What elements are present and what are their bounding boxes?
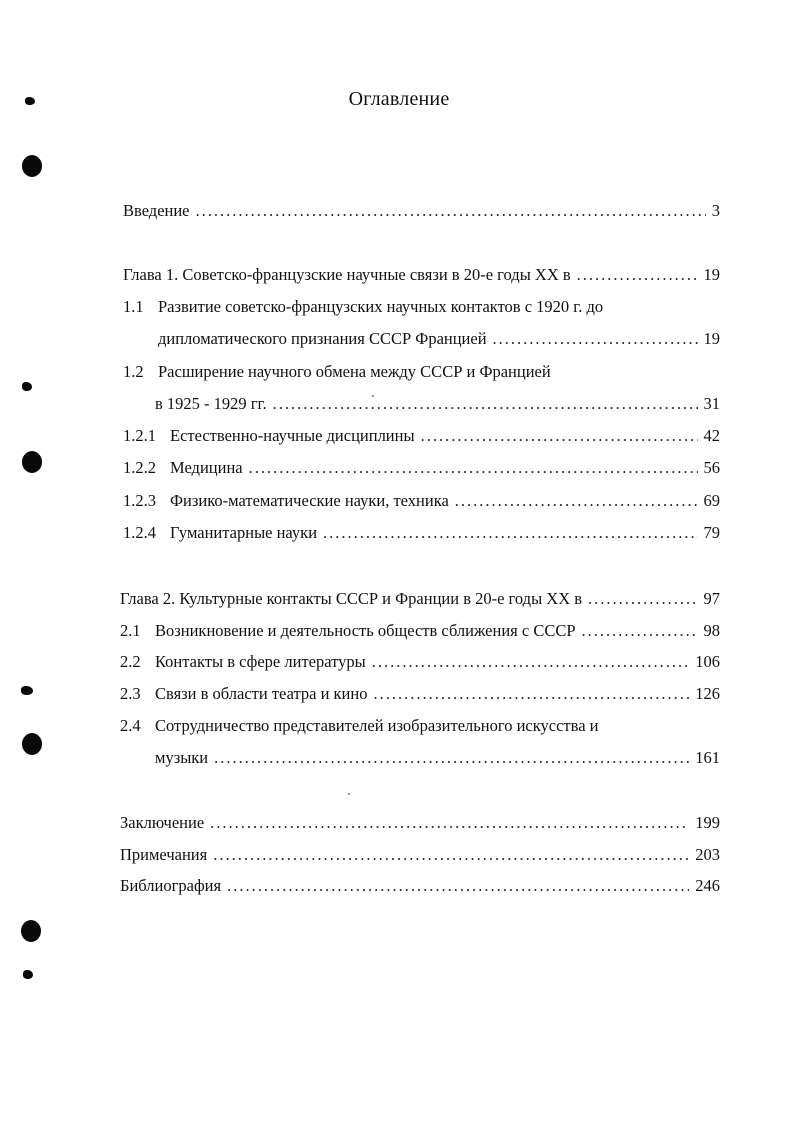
toc-label-line-2: дипломатического признания СССР Францией — [158, 329, 487, 348]
toc-leader — [196, 199, 706, 223]
toc-label: Естественно-научные дисциплины — [170, 426, 415, 445]
toc-label-line-2: в 1925 - 1929 гг. — [155, 394, 267, 413]
toc-entry-1-2-3[interactable] — [123, 489, 720, 513]
toc-entry-1-2-cont[interactable] — [155, 392, 720, 416]
toc-page-number: 79 — [703, 523, 720, 542]
scan-speck — [348, 793, 350, 795]
toc-page-number: 106 — [695, 652, 720, 671]
toc-page-number: 98 — [703, 621, 720, 640]
toc-label: Введение — [123, 201, 190, 220]
toc-leader — [373, 682, 689, 706]
toc-leader — [227, 874, 689, 898]
binding-hole-4 — [21, 920, 41, 942]
toc-entry-conclusion[interactable] — [120, 811, 720, 835]
toc-entry-2-1[interactable] — [120, 619, 720, 643]
toc-entry-bibliography[interactable] — [120, 874, 720, 898]
toc-number: 1.2 — [123, 362, 144, 381]
toc-entry-chapter-1[interactable] — [123, 263, 720, 287]
page-title: Оглавление — [348, 88, 450, 110]
toc-number: 1.1 — [123, 297, 144, 316]
toc-label: Примечания — [120, 845, 208, 864]
toc-leader — [421, 424, 698, 448]
toc-number: 2.3 — [120, 684, 141, 703]
toc-label: Связи в области театра и кино — [155, 684, 368, 703]
toc-entry-2-3[interactable] — [120, 682, 720, 706]
toc-entry-1-2[interactable] — [123, 360, 720, 384]
toc-entry-notes[interactable] — [120, 843, 720, 867]
toc-page-number: 3 — [711, 201, 720, 220]
toc-number: 1.2.4 — [123, 523, 156, 542]
binding-speck-3 — [21, 686, 33, 695]
toc-entry-1-2-4[interactable] — [123, 521, 720, 545]
toc-entry-1-1-cont[interactable] — [158, 327, 720, 351]
toc-label: Библиография — [120, 876, 222, 895]
toc-leader — [372, 650, 690, 674]
binding-hole-1 — [22, 155, 42, 177]
toc-leader — [249, 456, 698, 480]
toc-leader — [455, 489, 698, 513]
binding-speck-2 — [22, 382, 32, 391]
toc-entry-1-1[interactable] — [123, 295, 720, 319]
toc-number: 2.2 — [120, 652, 141, 671]
toc-page-number: 42 — [703, 426, 720, 445]
toc-page-number: 69 — [703, 491, 720, 510]
binding-hole-3 — [22, 733, 42, 755]
binding-speck-4 — [23, 970, 33, 979]
toc-leader — [210, 811, 689, 835]
toc-page-number: 19 — [703, 329, 720, 348]
toc-leader — [493, 327, 698, 351]
toc-page-number: 161 — [695, 748, 720, 767]
toc-label: Гуманитарные науки — [170, 523, 318, 542]
toc-label: Заключение — [120, 813, 205, 832]
toc-page-number: 19 — [703, 265, 720, 284]
toc-entry-2-2[interactable] — [120, 650, 720, 674]
toc-number: 1.2.1 — [123, 426, 156, 445]
binding-hole-2 — [22, 451, 42, 473]
toc-leader — [214, 746, 689, 770]
toc-entry-intro[interactable] — [123, 199, 720, 223]
toc-label: Глава 2. Культурные контакты СССР и Франции в 20-е годы XX в — [120, 589, 583, 608]
toc-label-line-1: Сотрудничество представителей изобразительного искусства и — [155, 716, 599, 735]
toc-label-line-2: музыки — [155, 748, 209, 767]
toc-label: Возникновение и деятельность обществ сближения с СССР — [155, 621, 576, 640]
toc-label: Физико-математические науки, техника — [170, 491, 449, 510]
toc-page-number: 246 — [695, 876, 720, 895]
toc-leader — [273, 392, 698, 416]
toc-leader — [577, 263, 698, 287]
toc-leader — [588, 587, 697, 611]
toc-entry-2-4-cont[interactable] — [155, 746, 720, 770]
toc-page-number: 126 — [695, 684, 720, 703]
toc-page-number: 199 — [695, 813, 720, 832]
toc-number: 2.4 — [120, 716, 141, 735]
toc-entry-2-4[interactable] — [120, 714, 720, 738]
toc-entry-chapter-2[interactable] — [120, 587, 720, 611]
toc-page-number: 56 — [703, 458, 720, 477]
toc-number: 1.2.2 — [123, 458, 156, 477]
toc-leader — [213, 843, 689, 867]
toc-number: 1.2.3 — [123, 491, 156, 510]
toc-page-number: 97 — [703, 589, 720, 608]
toc-entry-1-2-1[interactable] — [123, 424, 720, 448]
toc-label: Контакты в сфере литературы — [155, 652, 366, 671]
toc-page-number: 31 — [703, 394, 720, 413]
toc-number: 2.1 — [120, 621, 141, 640]
toc-leader — [582, 619, 698, 643]
toc-label-line-1: Расширение научного обмена между СССР и Францией — [158, 362, 551, 381]
toc-label-line-1: Развитие советско-французских научных контактов с 1920 г. до — [158, 297, 604, 316]
toc-page-number: 203 — [695, 845, 720, 864]
toc-label: Медицина — [170, 458, 243, 477]
toc-label: Глава 1. Советско-французские научные связи в 20-е годы XX в — [123, 265, 571, 284]
toc-entry-1-2-2[interactable] — [123, 456, 720, 480]
toc-leader — [323, 521, 697, 545]
